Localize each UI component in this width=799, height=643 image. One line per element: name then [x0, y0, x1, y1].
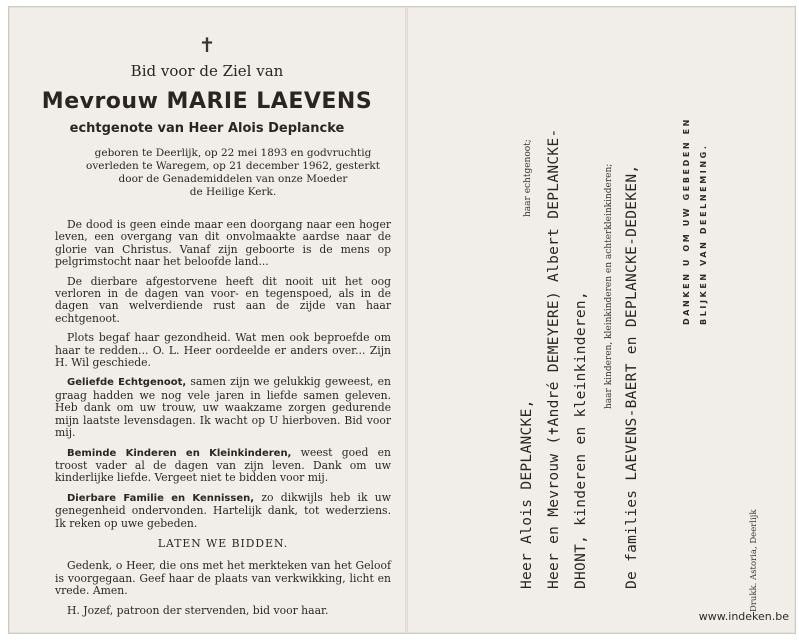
birth-death-info	[75, 147, 391, 199]
spouse-line: echtgenote van Heer Alois Deplancke	[69, 121, 345, 136]
paragraph	[55, 447, 391, 485]
prayer-heading: LATEN WE BIDDEN.	[157, 536, 289, 550]
deceased-name: Mevrouw MARIE LAEVENS	[41, 89, 373, 114]
family-line-children-cont: DHONT, kinderen en kleinkinderen,	[573, 291, 589, 589]
thanks-line-1: DANKEN U OM UW GEBEDEN EN	[682, 117, 691, 325]
paragraph: Gedenk, o Heer, die ons met het merkteken van het Geloof is voorgegaan. Geef haar de plaats van verkwikking, licht en vrede. Amen.	[55, 559, 391, 598]
cross-icon: ✝	[198, 33, 216, 57]
paragraph: Plots begaf haar gezondheid. Wat men ook beproefde om haar te redden... O. L. Heer oordeelde er anders over... Zijn H. Wil geschiede.	[55, 331, 391, 370]
printer-credit: Drukk. Astoria, Deerlijk	[749, 509, 759, 612]
memorial-text	[55, 219, 391, 624]
thanks-line-2: BLIJKEN VAN DEELNEMING.	[699, 143, 708, 325]
paragraph-text: zo dikwijls heb ik uw genegenheid ondervonden. Hartelijk dank, tot wederziens. Ik reken op uwe gebeden.	[55, 490, 392, 530]
family-line-children: Heer en Mevrouw (✝André DEMEYERE) Albert DEPLANCKE-	[546, 128, 562, 589]
children-relation: haar kinderen, kleinkinderen en achterkleinkinderen;	[604, 163, 614, 409]
paragraph: De dierbare afgestorvene heeft dit nooit uit het oog verloren in de dagen van voor- en tegenspoed, als in de dagen van welverdiende rust aan de zijde van haar echtgenoot.	[55, 274, 391, 325]
info-line: door de Genademiddelen van onze Moeder	[118, 173, 348, 185]
paragraph-text: weest goed en troost vader al de dagen van zijn leven. Dank om uw kinderlijke liefde. Vergeet niet te bidden voor mij.	[55, 445, 391, 485]
husband-name: Heer Alois DEPLANCKE,	[519, 399, 535, 589]
paragraph-heading: Dierbare Familie en Kennissen,	[67, 492, 255, 504]
watermark: www.indeken.be	[698, 610, 789, 623]
paragraph-heading: Beminde Kinderen en Kleinkinderen,	[67, 447, 292, 459]
info-line: geboren te Deerlijk, op 22 mei 1893 en godvruchtig	[94, 147, 372, 159]
family-line-husband	[519, 399, 535, 589]
paragraph: H. Jozef, patroon der stervenden, bid voor haar.	[67, 603, 329, 617]
paragraph	[55, 376, 391, 439]
paragraph	[55, 492, 391, 530]
paragraph: De dood is geen einde maar een doorgang naar een hoger leven, een overgang van dit onvolmaakte aardse naar de glorie van Christus. Vanaf zijn geboorte is de mens op pelgrimstocht naar het beloofde land...	[55, 218, 391, 269]
right-page	[408, 7, 795, 633]
intro-line: Bid voor de Ziel van	[130, 62, 284, 80]
info-line: overleden te Waregem, op 21 december 1962, gesterkt	[86, 160, 380, 172]
info-line: de Heilige Kerk.	[189, 186, 277, 198]
left-page	[9, 7, 405, 633]
paragraph-text: samen zijn we gelukkig geweest, en graag hadden we nog vele jaren in liefde samen geleven. Heb dank om uw trouw, uw waakzame zorgen gedurende mijn laatste levensdagen. Ik wacht op U hierboven. Bid voor mij.	[55, 375, 392, 440]
memorial-card	[8, 6, 796, 634]
paragraph-heading: Geliefde Echtgenoot,	[67, 377, 187, 389]
family-line-families: De families LAEVENS-BAERT en DEPLANCKE-DEDEKEN,	[624, 164, 640, 589]
husband-relation: haar echtgenoot;	[523, 139, 533, 217]
